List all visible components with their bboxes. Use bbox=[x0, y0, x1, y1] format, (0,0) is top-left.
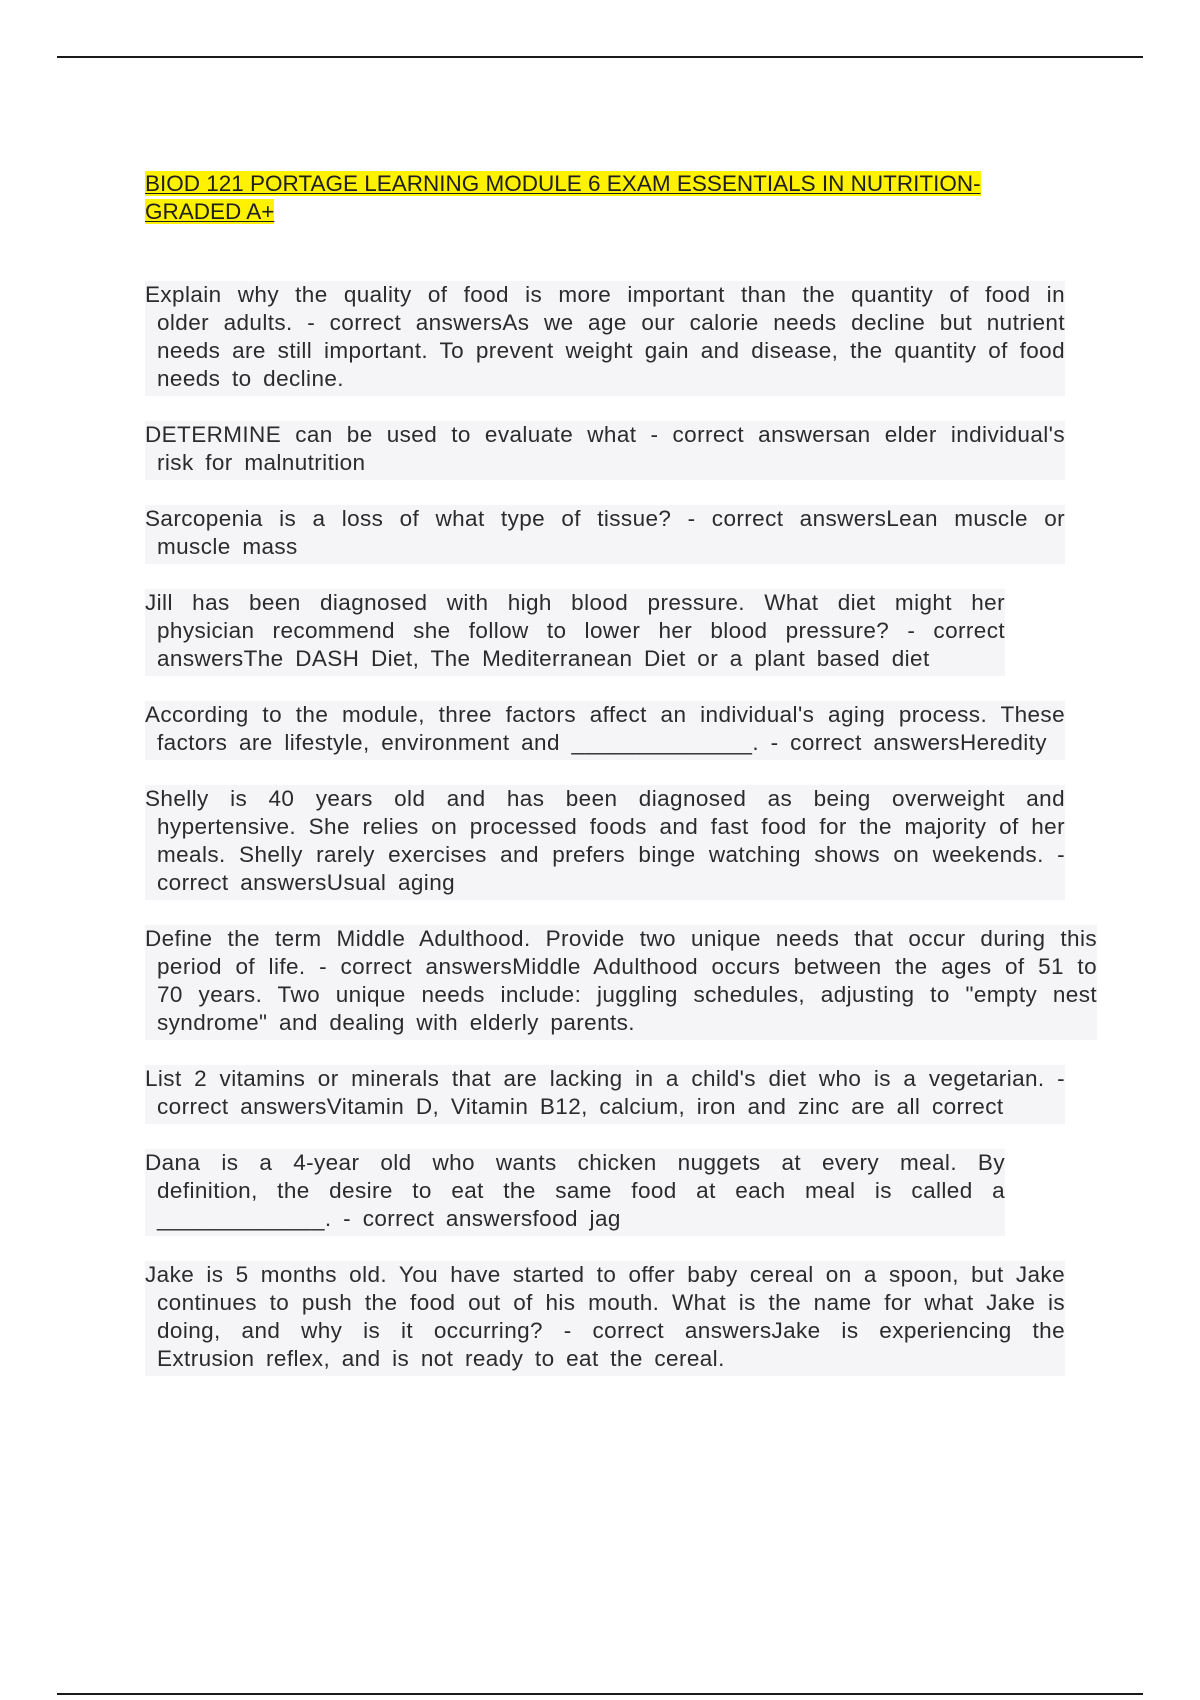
document-title: BIOD 121 PORTAGE LEARNING MODULE 6 EXAM ESSENTIALS IN NUTRITION- GRADED A+ bbox=[145, 171, 981, 224]
qa-entry: List 2 vitamins or minerals that are lacking in a child's diet who is a vegetarian. - correct answersVitamin D, Vitamin B12, calcium, iron and zinc are all correct bbox=[145, 1065, 1065, 1124]
page-bottom-rule bbox=[57, 1693, 1143, 1695]
qa-entry: According to the module, three factors affect an individual's aging process. These factors are lifestyle, environment and ______________. - correct answersHeredity bbox=[145, 701, 1065, 760]
qa-entry: Jill has been diagnosed with high blood pressure. What diet might her physician recommend she follow to lower her blood pressure? - correct answersThe DASH Diet, The Mediterranean Diet or a plant based diet bbox=[145, 589, 1005, 676]
qa-entry: Explain why the quality of food is more important than the quantity of food in older adults. - correct answersAs we age our calorie needs decline but nutrient needs are still important. To prevent weight gain and disease, the quantity of food needs to decline. bbox=[145, 281, 1065, 396]
qa-entry: Define the term Middle Adulthood. Provide two unique needs that occur during this period of life. - correct answersMiddle Adulthood occurs between the ages of 51 to 70 years. Two unique needs include: juggling schedules, adjusting to "empty nest syndrome" and dealing with elderly parents. bbox=[145, 925, 1097, 1040]
page-top-rule bbox=[57, 56, 1143, 58]
document-body bbox=[145, 170, 1095, 1401]
qa-entry: Sarcopenia is a loss of what type of tissue? - correct answersLean muscle or muscle mass bbox=[145, 505, 1065, 564]
title-block bbox=[145, 170, 1065, 226]
qa-entry: Jake is 5 months old. You have started to offer baby cereal on a spoon, but Jake continues to push the food out of his mouth. What is the name for what Jake is doing, and why is it occurring? - correct answersJake is experiencing the Extrusion reflex, and is not ready to eat the cereal. bbox=[145, 1261, 1065, 1376]
qa-entry: Shelly is 40 years old and has been diagnosed as being overweight and hypertensive. She relies on processed foods and fast food for the majority of her meals. Shelly rarely exercises and prefers binge watching shows on weekends. - correct answersUsual aging bbox=[145, 785, 1065, 900]
qa-entry: Dana is a 4-year old who wants chicken nuggets at every meal. By definition, the desire to eat the same food at each meal is called a _____________. - correct answersfood jag bbox=[145, 1149, 1005, 1236]
qa-entry: DETERMINE can be used to evaluate what - correct answersan elder individual's risk for malnutrition bbox=[145, 421, 1065, 480]
